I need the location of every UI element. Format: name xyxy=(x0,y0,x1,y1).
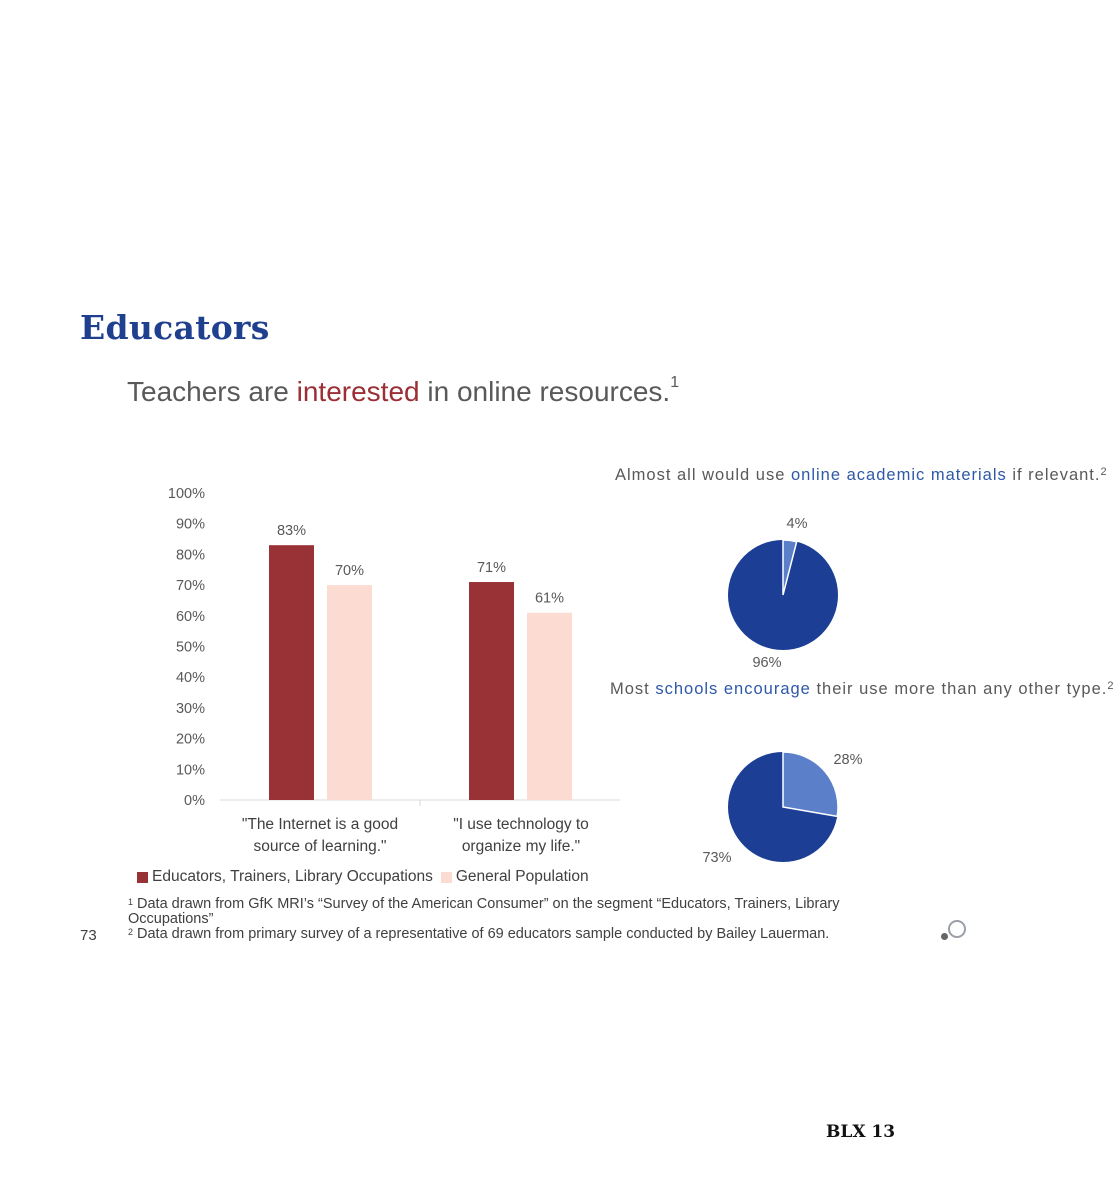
y-tick-label: 40% xyxy=(175,670,205,687)
x-category-label: organize my life." xyxy=(461,838,581,855)
y-tick-label: 50% xyxy=(175,639,205,656)
pie2-slice-small xyxy=(783,752,838,816)
subtitle-text-end: in online resources. xyxy=(419,376,671,407)
subtitle-text-start: Teachers are xyxy=(127,376,297,407)
subtitle-footnote-ref: 1 xyxy=(670,374,680,391)
y-tick-label: 30% xyxy=(175,700,205,717)
bar-data-label: 70% xyxy=(334,563,365,580)
document-code: BLX 13 xyxy=(826,1122,896,1142)
legend-swatch-educators xyxy=(137,872,148,883)
pie2-label-small: 28% xyxy=(833,752,863,768)
bar-general-1 xyxy=(327,585,372,800)
pie2-caption-highlight: schools encourage xyxy=(655,680,811,698)
y-tick-label: 20% xyxy=(175,731,205,748)
pie2-caption-start: Most xyxy=(610,680,656,698)
bar-educators-1 xyxy=(269,545,314,800)
bar-data-label: 83% xyxy=(276,523,307,540)
bar-general-2 xyxy=(527,613,572,800)
y-tick-label: 80% xyxy=(175,547,205,564)
corner-dot-icon xyxy=(941,933,948,940)
page-title: Educators xyxy=(80,308,270,347)
x-category-label: "The Internet is a good xyxy=(241,816,399,833)
footnote-2-text: Data drawn from primary survey of a representative of 69 educators sample conducted by Bailey Lauerman. xyxy=(137,926,830,942)
pie1-caption xyxy=(615,463,1107,488)
pie1-label-large: 96% xyxy=(752,655,782,671)
y-tick-label: 10% xyxy=(175,762,205,779)
page-number: 73 xyxy=(80,927,97,944)
pie2-caption xyxy=(610,677,1113,702)
pie1-caption-start: Almost all would use xyxy=(615,466,791,484)
subtitle-highlight: interested xyxy=(296,376,420,407)
footnote-1-text: Data drawn from GfK MRI’s “Survey of the American Consumer” on the segment “Educators, Trainers, Library Occupations” xyxy=(128,896,840,927)
x-category-label: source of learning." xyxy=(253,838,387,855)
bar-data-label: 61% xyxy=(534,590,565,607)
legend-item-general xyxy=(441,868,589,886)
y-tick-label: 60% xyxy=(175,608,205,625)
footnote-2 xyxy=(128,927,908,942)
legend-label-educators: Educators, Trainers, Library Occupations xyxy=(152,868,433,885)
bar-educators-2 xyxy=(469,582,514,800)
pie2-footnote-ref: 2 xyxy=(1107,680,1113,692)
legend-item-educators xyxy=(137,868,433,886)
footnote-1 xyxy=(128,897,908,927)
footnote-2-marker: 2 xyxy=(128,927,134,937)
legend-label-general: General Population xyxy=(455,868,589,885)
footnote-1-marker: 1 xyxy=(128,897,134,907)
y-tick-label: 90% xyxy=(175,516,205,533)
x-category-label: "I use technology to xyxy=(453,816,589,833)
y-tick-label: 0% xyxy=(184,793,205,809)
corner-ring-icon xyxy=(948,920,966,938)
pie1-footnote-ref: 2 xyxy=(1100,466,1107,478)
pie1-label-small: 4% xyxy=(786,516,808,532)
pie2-label-large: 73% xyxy=(702,850,732,866)
pie1-caption-end: if relevant. xyxy=(1006,466,1101,484)
pie1-caption-highlight: online academic materials xyxy=(791,466,1007,484)
bar-data-label: 71% xyxy=(476,560,507,577)
chart-legend xyxy=(137,868,597,886)
y-tick-label: 70% xyxy=(175,578,205,595)
pie2-caption-end: their use more than any other type. xyxy=(810,680,1108,698)
legend-swatch-general xyxy=(441,872,452,883)
y-tick-label: 100% xyxy=(167,486,205,502)
